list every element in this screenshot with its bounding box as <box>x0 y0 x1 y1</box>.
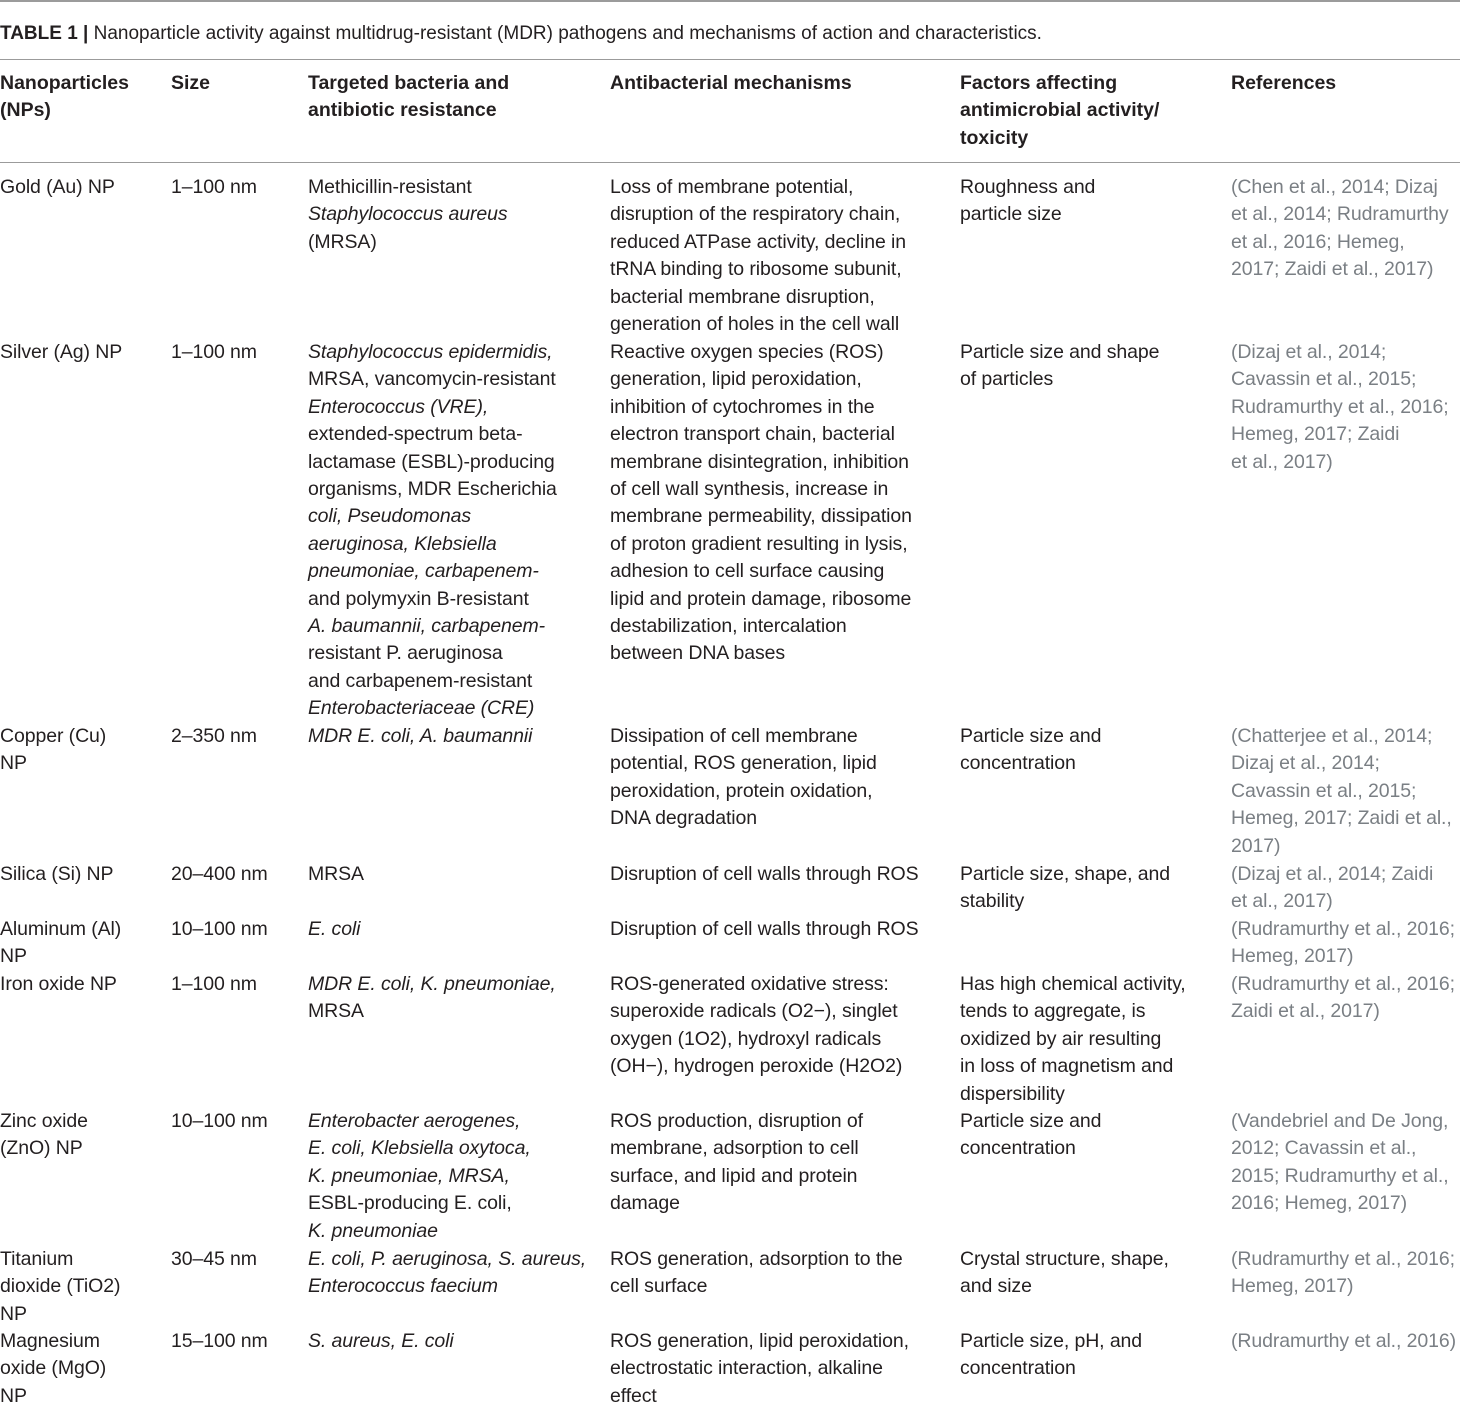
gold-np-name: Gold (Au) NP <box>0 176 115 198</box>
aluminum-bacteria: E. coli <box>308 918 361 940</box>
zinc-mechanisms: ROS production, disruption of membrane, adsorption to cell surface, and lipid and protein damage <box>610 1110 863 1215</box>
caption-text: Nanoparticle activity against multidrug-resistant (MDR) pathogens and mechanisms of action and characteristics. <box>88 23 1042 44</box>
aluminum-mechanisms: Disruption of cell walls through ROS <box>610 918 919 940</box>
magnesium-size: 15–100 nm <box>171 1330 268 1352</box>
aluminum-np-name: Aluminum (Al) NP <box>0 918 122 968</box>
iron-references: (Rudramurthy et al., 2016; Zaidi et al., 2017) <box>1231 973 1455 1023</box>
magnesium-mechanisms: ROS generation, lipid peroxidation, electrostatic interaction, alkaline effect <box>610 1330 909 1407</box>
zinc-factors: Particle size and concentration <box>960 1110 1102 1160</box>
gold-size: 1–100 nm <box>171 176 257 198</box>
magnesium-factors: Particle size, pH, and concentration <box>960 1330 1143 1380</box>
aluminum-references: (Rudramurthy et al., 2016; Hemeg, 2017) <box>1231 918 1455 968</box>
silica-references: (Dizaj et al., 2014; Zaidi et al., 2017) <box>1231 863 1434 913</box>
titanium-size: 30–45 nm <box>171 1248 257 1270</box>
table-caption <box>0 20 1042 47</box>
titanium-bacteria: E. coli, P. aeruginosa, S. aureus, Enterococcus faecium <box>308 1248 587 1298</box>
iron-factors: Has high chemical activity, tends to aggregate, is oxidized by air resulting in loss of magnetism and dispersibility <box>960 973 1186 1105</box>
silica-mechanisms: Disruption of cell walls through ROS <box>610 863 919 885</box>
silver-factors: Particle size and shape of particles <box>960 341 1160 391</box>
zinc-bacteria: Enterobacter aerogenes, E. coli, Klebsiella oxytoca, K. pneumoniae, MRSA, ESBL-producing E. coli, K. pneumoniae <box>308 1110 531 1242</box>
header-bottom-rule <box>0 162 1460 163</box>
silver-np-name: Silver (Ag) NP <box>0 341 123 363</box>
iron-bacteria: MDR E. coli, K. pneumoniae, MRSA <box>308 973 556 1023</box>
header-nanoparticles: Nanoparticles (NPs) <box>0 72 129 122</box>
zinc-size: 10–100 nm <box>171 1110 268 1132</box>
header-targeted-bacteria: Targeted bacteria and antibiotic resistance <box>308 72 510 122</box>
copper-bacteria: MDR E. coli, A. baumannii <box>308 725 533 747</box>
magnesium-references: (Rudramurthy et al., 2016) <box>1231 1330 1457 1352</box>
gold-mechanisms: Loss of membrane potential, disruption of the respiratory chain, reduced ATPase activity, decline in tRNA binding to ribosome subunit, bacterial membrane disruption, generation of holes in the cell wall <box>610 176 907 336</box>
titanium-factors: Crystal structure, shape, and size <box>960 1248 1169 1298</box>
gold-bacteria: Methicillin-resistant Staphylococcus aureus (MRSA) <box>308 176 508 253</box>
titanium-references: (Rudramurthy et al., 2016; Hemeg, 2017) <box>1231 1248 1455 1298</box>
zinc-references: (Vandebriel and De Jong, 2012; Cavassin et al., 2015; Rudramurthy et al., 2016; Hemeg, 2017) <box>1231 1110 1449 1215</box>
iron-size: 1–100 nm <box>171 973 257 995</box>
header-factors: Factors affecting antimicrobial activity/ toxicity <box>960 72 1160 149</box>
copper-references: (Chatterjee et al., 2014; Dizaj et al., 2014; Cavassin et al., 2015; Hemeg, 2017; Zaidi et al., 2017) <box>1231 725 1452 857</box>
silver-mechanisms: Reactive oxygen species (ROS) generation, lipid peroxidation, inhibition of cytochromes in the electron transport chain, bacterial membrane disintegration, inhibition of cell wall synthesis, increase in membrane permeability, dissipation of proton gradient resulting in lysis, adhesion to cell surface causing lipid and protein damage, ribosome destabilization, intercalation between DNA bases <box>610 341 912 665</box>
copper-factors: Particle size and concentration <box>960 725 1102 775</box>
gold-references: (Chen et al., 2014; Dizaj et al., 2014; Rudramurthy et al., 2016; Hemeg, 2017; Zaidi et al., 2017) <box>1231 176 1449 281</box>
silica-bacteria: MRSA <box>308 863 364 885</box>
magnesium-np-name: Magnesium oxide (MgO) NP <box>0 1330 107 1407</box>
aluminum-size: 10–100 nm <box>171 918 268 940</box>
silica-factors: Particle size, shape, and stability <box>960 863 1170 913</box>
header-size: Size <box>171 72 211 94</box>
silica-np-name: Silica (Si) NP <box>0 863 114 885</box>
silver-size: 1–100 nm <box>171 341 257 363</box>
zinc-np-name: Zinc oxide (ZnO) NP <box>0 1110 88 1160</box>
silver-references: (Dizaj et al., 2014; Cavassin et al., 2015; Rudramurthy et al., 2016; Hemeg, 2017; Zaidi et al., 2017) <box>1231 341 1449 473</box>
gold-factors: Roughness and particle size <box>960 176 1096 226</box>
header-top-rule <box>0 59 1460 60</box>
copper-np-name: Copper (Cu) NP <box>0 725 107 775</box>
magnesium-bacteria: S. aureus, E. coli <box>308 1330 454 1352</box>
header-references: References <box>1231 72 1337 94</box>
silver-bacteria: Staphylococcus epidermidis, MRSA, vancomycin-resistant Enterococcus (VRE), extended-spectrum beta- lactamase (ESBL)-producing organisms, MDR Escherichia coli, Pseudomonas aeruginosa, Klebsiella pneumoniae, carbapenem- and polymyxin B-resistant A. baumannii, carbapenem- resistant P. aeruginosa and carbapenem-resistant Enterobacteriaceae (CRE) <box>308 341 557 720</box>
copper-size: 2–350 nm <box>171 725 257 747</box>
iron-np-name: Iron oxide NP <box>0 973 117 995</box>
silica-size: 20–400 nm <box>171 863 268 885</box>
copper-mechanisms: Dissipation of cell membrane potential, ROS generation, lipid peroxidation, protein oxidation, DNA degradation <box>610 725 877 830</box>
titanium-np-name: Titanium dioxide (TiO2) NP <box>0 1248 121 1325</box>
titanium-mechanisms: ROS generation, adsorption to the cell surface <box>610 1248 903 1298</box>
header-mechanisms: Antibacterial mechanisms <box>610 72 852 94</box>
iron-mechanisms: ROS-generated oxidative stress: superoxide radicals (O2−), singlet oxygen (1O2), hydroxyl radicals (OH−), hydrogen peroxide (H2O2) <box>610 973 903 1078</box>
top-rule <box>0 0 1460 2</box>
caption-label: TABLE 1 | <box>0 23 89 44</box>
